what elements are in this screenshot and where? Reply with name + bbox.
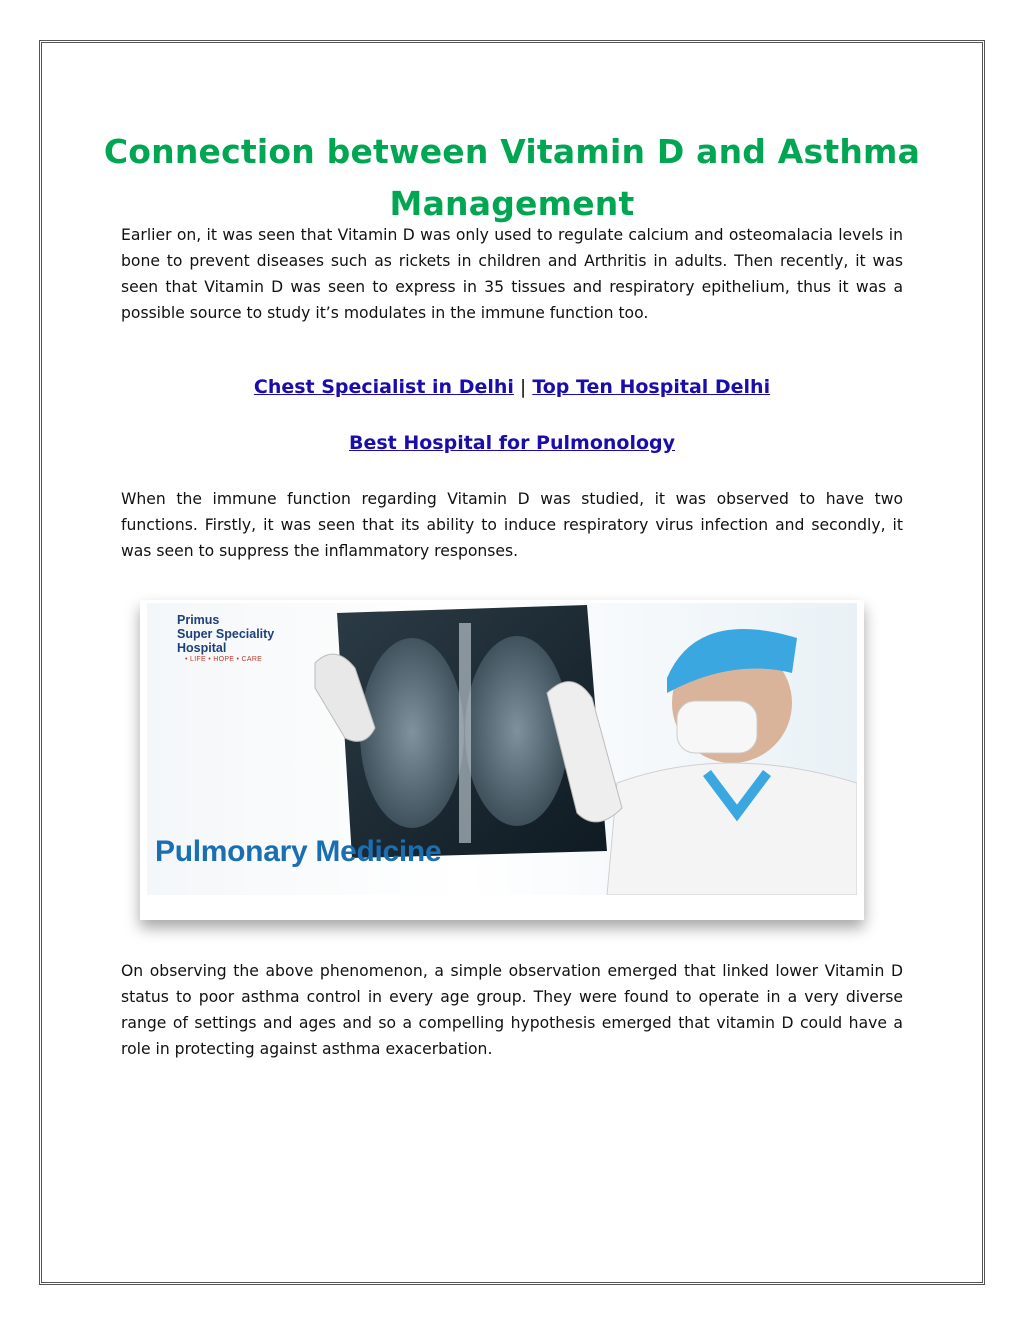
link-separator: | <box>519 376 527 398</box>
doctor-gown <box>607 763 857 895</box>
logo-line-2: Super Speciality <box>177 627 275 641</box>
surgical-mask <box>677 701 757 753</box>
banner-caption: Pulmonary Medicine <box>155 835 442 868</box>
paragraph-observation: On observing the above phenomenon, a simple observation emerged that linked lower Vitamin D status to poor asthma control in every age group. They were found to operate in a very diverse range of settings and ages and so a compelling hypothesis emerged that vitamin D could have a role in protecting against asthma exacerbation. <box>121 962 903 1058</box>
hospital-logo <box>155 613 295 683</box>
logo-tagline: • LIFE • HOPE • CARE <box>185 656 263 663</box>
left-lung-shape <box>360 638 464 828</box>
top-ten-hospital-link[interactable]: Top Ten Hospital Delhi <box>532 376 771 398</box>
page-title: Connection between Vitamin D and Asthma Management <box>103 132 921 223</box>
logo-line-1: Primus <box>177 613 220 627</box>
right-lung-shape <box>465 636 569 826</box>
links-row <box>100 376 924 398</box>
paragraph-intro: Earlier on, it was seen that Vitamin D was only used to regulate calcium and osteomalacia levels in bone to prevent diseases such as rickets in children and Arthritis in adults. Then recently, it was seen that Vitamin D was seen to express in 35 tissues and respiratory epithelium, thus it was a possible source to study it’s modulates in the immune function too. <box>121 226 903 322</box>
chest-specialist-link[interactable]: Chest Specialist in Delhi <box>253 376 514 398</box>
spine-shape <box>459 623 471 843</box>
best-hospital-link[interactable]: Best Hospital for Pulmonology <box>348 432 676 454</box>
paragraph-immune-function: When the immune function regarding Vitamin D was studied, it was observed to have two functions. Firstly, it was seen that its ability to induce respiratory virus infection and secondly, it was seen to suppress the inflammatory responses. <box>121 490 903 560</box>
logo-line-3: Hospital <box>177 641 227 655</box>
links-row-2 <box>100 432 924 454</box>
pulmonary-medicine-banner <box>147 603 857 895</box>
